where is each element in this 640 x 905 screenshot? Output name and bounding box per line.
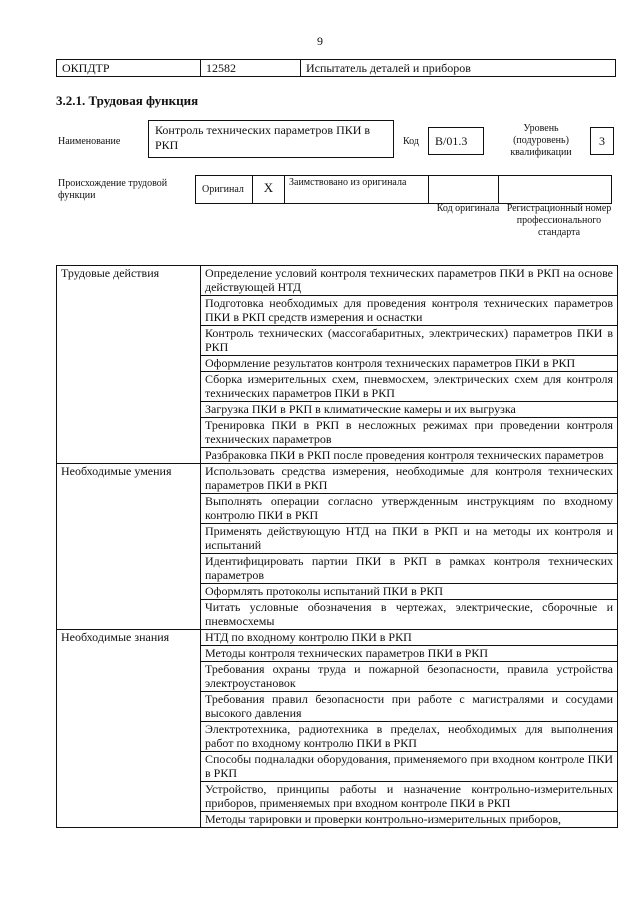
origin-label: Происхождение трудовой функции bbox=[58, 178, 168, 201]
item-cell: Оформлять протоколы испытаний ПКИ в РКП bbox=[201, 584, 618, 600]
item-cell: Способы подналадки оборудования, применяемого при входном контроле ПКИ в РКП bbox=[201, 752, 618, 782]
item-cell: Контроль технических (массогабаритных, электрических) параметров ПКИ в РКП bbox=[201, 326, 618, 356]
table-row bbox=[57, 630, 618, 646]
function-code-value: В/01.3 bbox=[428, 127, 484, 155]
item-cell: Разбраковка ПКИ в РКП после проведения контроля технических параметров bbox=[201, 448, 618, 464]
item-cell: Использовать средства измерения, необходимые для контроля технических параметров ПКИ в РКП bbox=[201, 464, 618, 494]
qualification-level-value: 3 bbox=[590, 127, 614, 155]
origin-reg-caption: Регистрационный номер профессионального стандарта bbox=[506, 203, 612, 238]
origin-code-caption: Код оригинала bbox=[436, 203, 500, 214]
qualification-level-label: Уровень (подуровень) квалификации bbox=[510, 123, 572, 158]
okpdtr-code: 12582 bbox=[201, 60, 301, 76]
item-cell: Электротехника, радиотехника в пределах, необходимых для выполнения работ по входному контролю ПКИ в РКП bbox=[201, 722, 618, 752]
item-cell: Оформление результатов контроля технических параметров ПКИ в РКП bbox=[201, 356, 618, 372]
item-cell: НТД по входному контролю ПКИ в РКП bbox=[201, 630, 618, 646]
function-name-value: Контроль технических параметров ПКИ в РКП bbox=[148, 120, 394, 158]
section-title: 3.2.1. Трудовая функция bbox=[56, 93, 199, 108]
origin-original-mark: X bbox=[253, 176, 285, 203]
category-cell: Необходимые умения bbox=[57, 464, 201, 630]
item-cell: Тренировка ПКИ в РКП в несложных режимах при проведении контроля технических параметров bbox=[201, 418, 618, 448]
page-number: 9 bbox=[317, 34, 323, 48]
okpdtr-label: ОКПДТР bbox=[57, 60, 201, 76]
okpdtr-title: Испытатель деталей и приборов bbox=[306, 61, 471, 75]
origin-code-cell bbox=[429, 176, 499, 203]
item-cell: Определение условий контроля технических параметров ПКИ в РКП на основе действующей НТД bbox=[201, 266, 618, 296]
origin-reg-number-cell bbox=[499, 176, 611, 203]
category-cell: Необходимые знания bbox=[57, 630, 201, 828]
item-cell: Применять действующую НТД на ПКИ в РКП и на методы их контроля и испытаний bbox=[201, 524, 618, 554]
item-cell: Требования охраны труда и пожарной безопасности, правила устройства электроустановок bbox=[201, 662, 618, 692]
origin-borrowed-label: Заимствовано из оригинала bbox=[285, 176, 429, 203]
origin-row bbox=[195, 175, 612, 204]
item-cell: Требования правил безопасности при работе с магистралями и сосудами высокого давления bbox=[201, 692, 618, 722]
item-cell: Устройство, принципы работы и назначение контрольно-измерительных приборов, применяемых при входном контроле ПКИ в РКП bbox=[201, 782, 618, 812]
origin-original-label: Оригинал bbox=[196, 176, 253, 203]
function-name-label: Наименование bbox=[58, 136, 121, 147]
item-cell: Сборка измерительных схем, пневмосхем, электрических схем для контроля технических параметров ПКИ в РКП bbox=[201, 372, 618, 402]
item-cell: Методы контроля технических параметров ПКИ в РКП bbox=[201, 646, 618, 662]
item-cell: Подготовка необходимых для проведения контроля технических параметров ПКИ в РКП средств измерения и оснастки bbox=[201, 296, 618, 326]
category-cell: Трудовые действия bbox=[57, 266, 201, 464]
labor-function-table bbox=[56, 265, 618, 828]
table-row bbox=[57, 464, 618, 494]
item-cell: Выполнять операции согласно утвержденным инструкциям по входному контролю ПКИ в РКП bbox=[201, 494, 618, 524]
okpdtr-row bbox=[56, 59, 616, 77]
item-cell: Читать условные обозначения в чертежах, электрические, сборочные и пневмосхемы bbox=[201, 600, 618, 630]
table-row bbox=[57, 266, 618, 296]
item-cell: Идентифицировать партии ПКИ в РКП в рамках контроля технических параметров bbox=[201, 554, 618, 584]
item-cell: Загрузка ПКИ в РКП в климатические камеры и их выгрузка bbox=[201, 402, 618, 418]
item-cell: Методы тарировки и проверки контрольно-измерительных приборов, bbox=[201, 812, 618, 828]
function-code-label: Код bbox=[403, 136, 419, 147]
